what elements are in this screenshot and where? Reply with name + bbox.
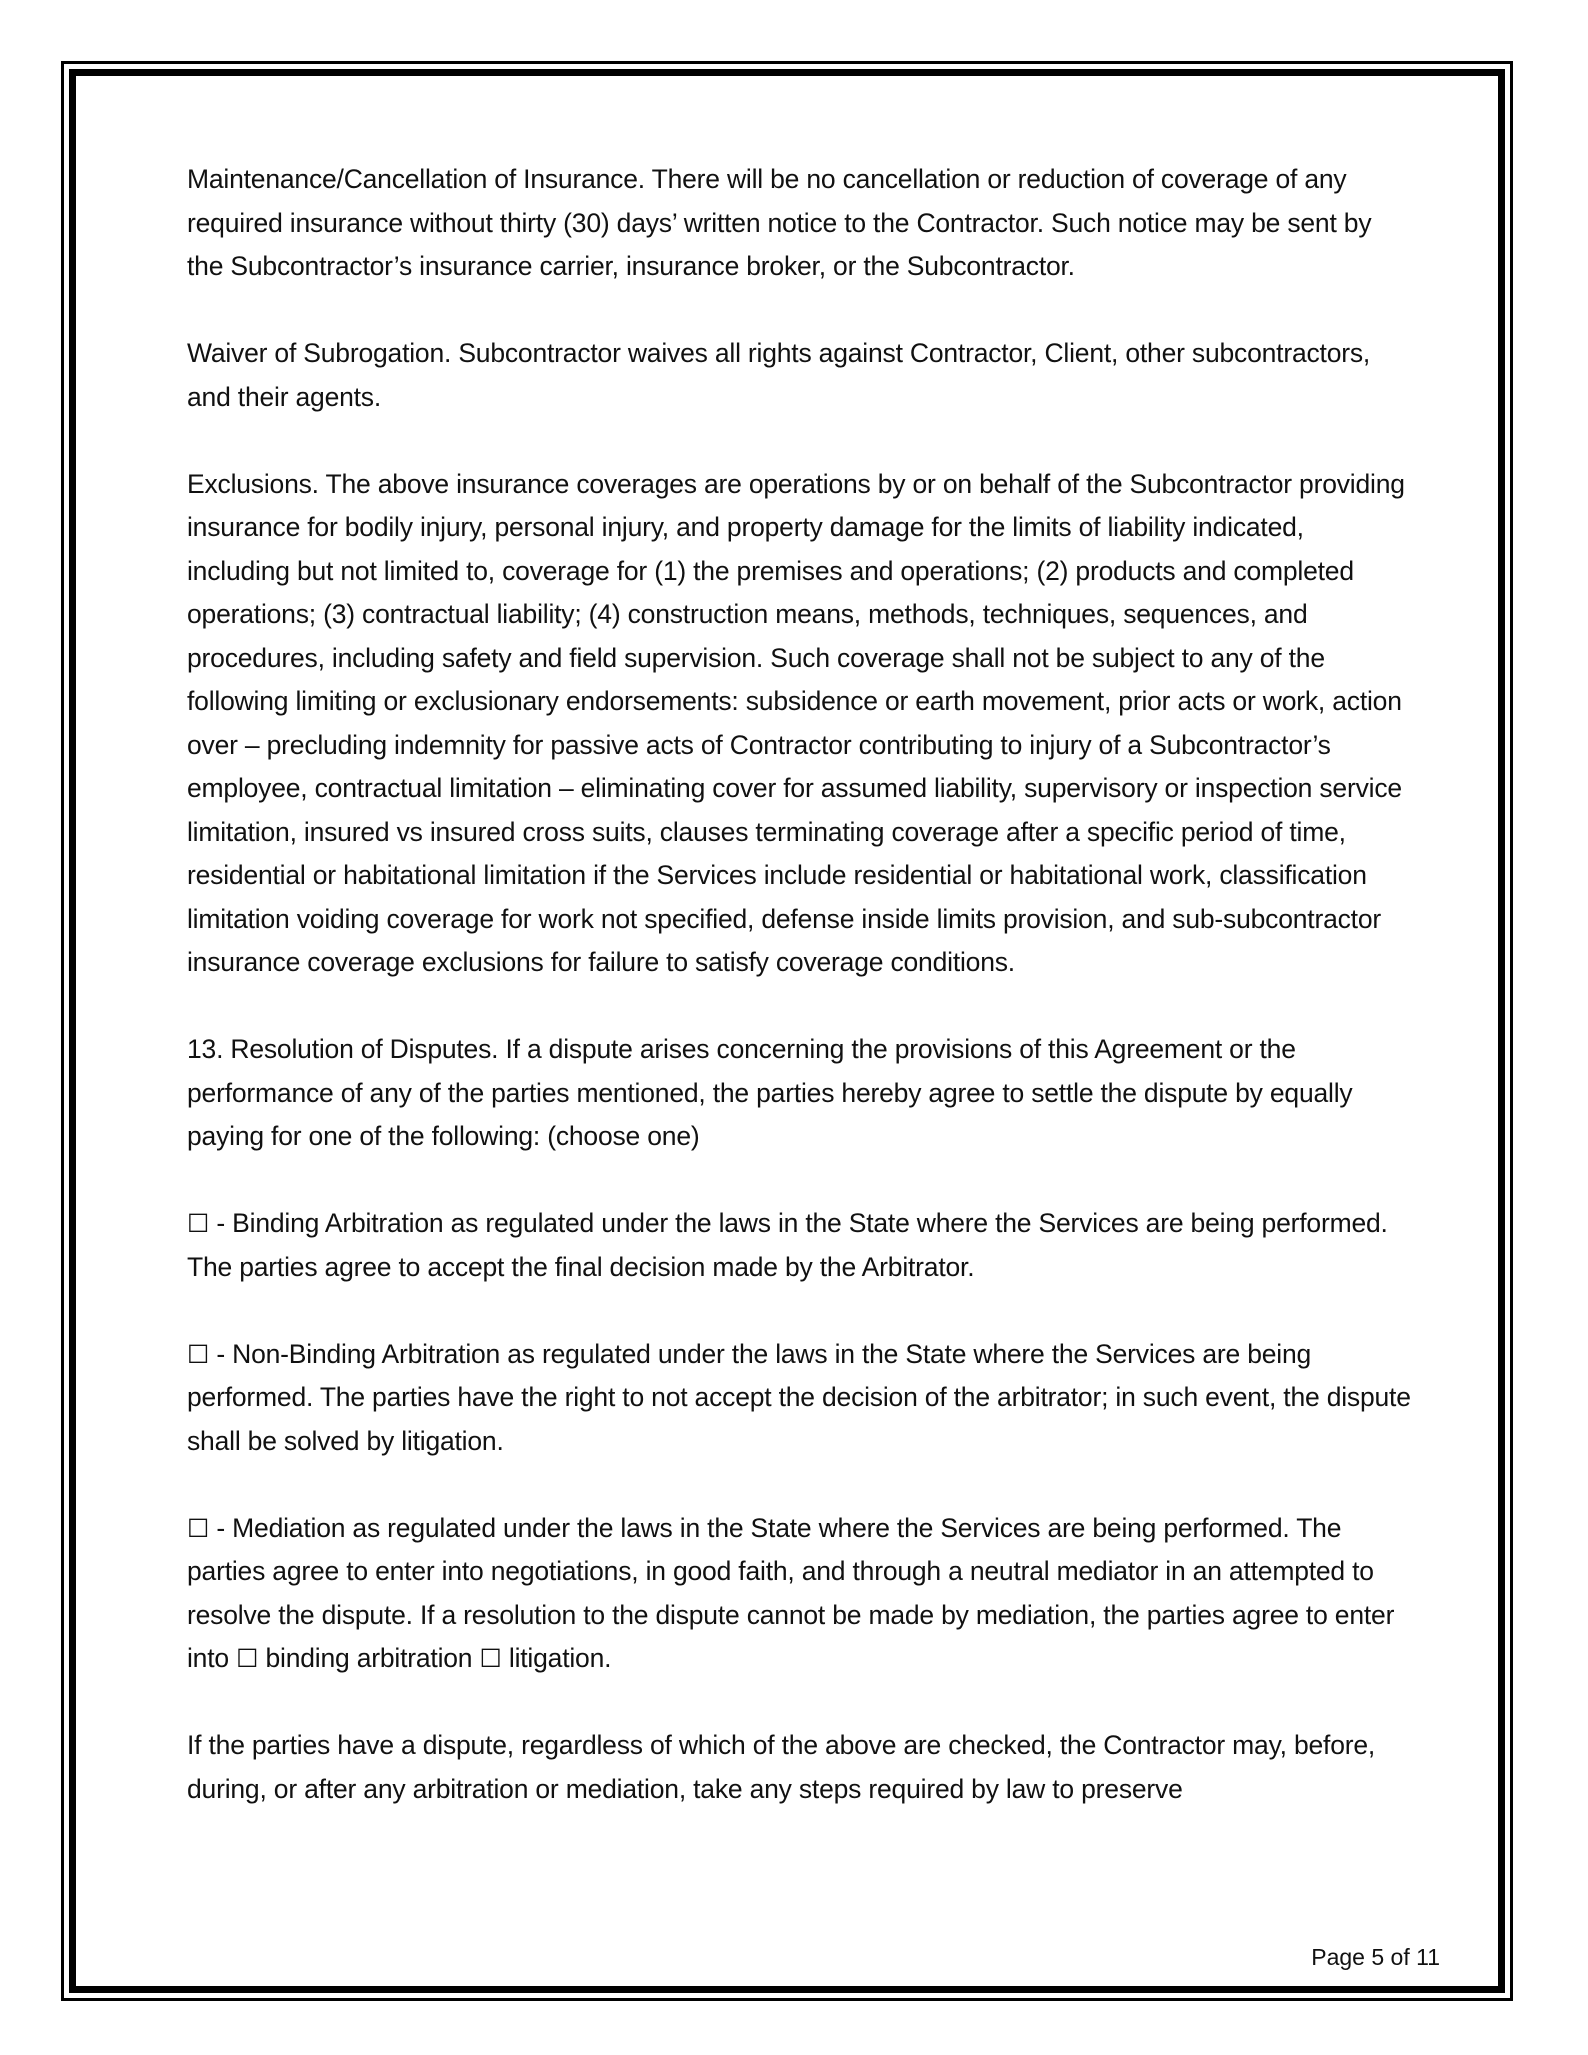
non-binding-arbitration-text: - Non-Binding Arbitration as regulated under the laws in the State where the Services are being performed. The parties have the right to not accept the decision of the arbitrator; in such event, the dispute shall be solved by litigation.	[187, 1338, 1411, 1456]
mediation-binding-arbitration-checkbox[interactable]: ☐	[236, 1644, 259, 1673]
final-paragraph: If the parties have a dispute, regardless of which of the above are checked, the Contractor may, before, during, or after any arbitration or mediation, take any steps required by law to preserve	[187, 1730, 1376, 1804]
mediation-text: - Mediation as regulated under the laws in the State where the Services are being performed. The parties agree to enter into negotiations, in good faith, and through a neutral mediator in an attempted to resolve the dispute. If a resolution to the dispute cannot be made by mediation, the parties agree to enter into	[187, 1512, 1395, 1673]
binding-arbitration-checkbox[interactable]: ☐	[187, 1209, 210, 1238]
option-non-binding-arbitration	[187, 1333, 1412, 1464]
mediation-binding-arbitration-text: binding arbitration	[258, 1643, 480, 1673]
disputes-paragraph: 13. Resolution of Disputes. If a dispute arises concerning the provisions of this Agreement or the performance of any of the parties mentioned, the parties hereby agree to settle the dispute by equally paying for one of the following: (choose one)	[187, 1034, 1353, 1151]
maintenance-paragraph: Maintenance/Cancellation of Insurance. There will be no cancellation or reduction of coverage of any required insurance without thirty (30) days’ written notice to the Contractor. Such notice may be sent by the Subcontractor’s insurance carrier, insurance broker, or the Subcontractor.	[187, 164, 1372, 281]
binding-arbitration-text: - Binding Arbitration as regulated under the laws in the State where the Services are being performed. The parties agree to accept the final decision made by the Arbitrator.	[187, 1208, 1388, 1282]
non-binding-arbitration-checkbox[interactable]: ☐	[187, 1339, 210, 1369]
page-number: Page 5 of 11	[1311, 1944, 1440, 1970]
waiver-paragraph: Waiver of Subrogation. Subcontractor waives all rights against Contractor, Client, other subcontractors, and their agents.	[187, 338, 1371, 412]
option-mediation	[187, 1507, 1412, 1681]
mediation-checkbox[interactable]: ☐	[187, 1513, 210, 1543]
exclusions-paragraph: Exclusions. The above insurance coverages are operations by or on behalf of the Subcontractor providing insurance for bodily injury, personal injury, and property damage for the limits of liability indicated, including but not limited to, coverage for (1) the premises and operations; (2) products and completed operations; (3) contractual liability; (4) construction means, methods, techniques, sequences, and procedures, including safety and field supervision. Such coverage shall not be subject to any of the following limiting or exclusionary endorsements: subsidence or earth movement, prior acts or work, action over – precluding indemnity for passive acts of Contractor contributing to injury of a Subcontractor’s employee, contractual limitation – eliminating cover for assumed liability, supervisory or inspection service limitation, insured vs insured cross suits, clauses terminating coverage after a specific period of time, residential or habitational limitation if the Services include residential or habitational work, classification limitation voiding coverage for work not specified, defense inside limits provision, and sub-subcontractor insurance coverage exclusions for failure to satisfy coverage conditions.	[187, 468, 1405, 977]
mediation-litigation-text: litigation.	[501, 1643, 612, 1673]
option-binding-arbitration	[187, 1202, 1412, 1289]
mediation-litigation-checkbox[interactable]: ☐	[479, 1644, 502, 1673]
document-body	[187, 158, 1412, 1855]
